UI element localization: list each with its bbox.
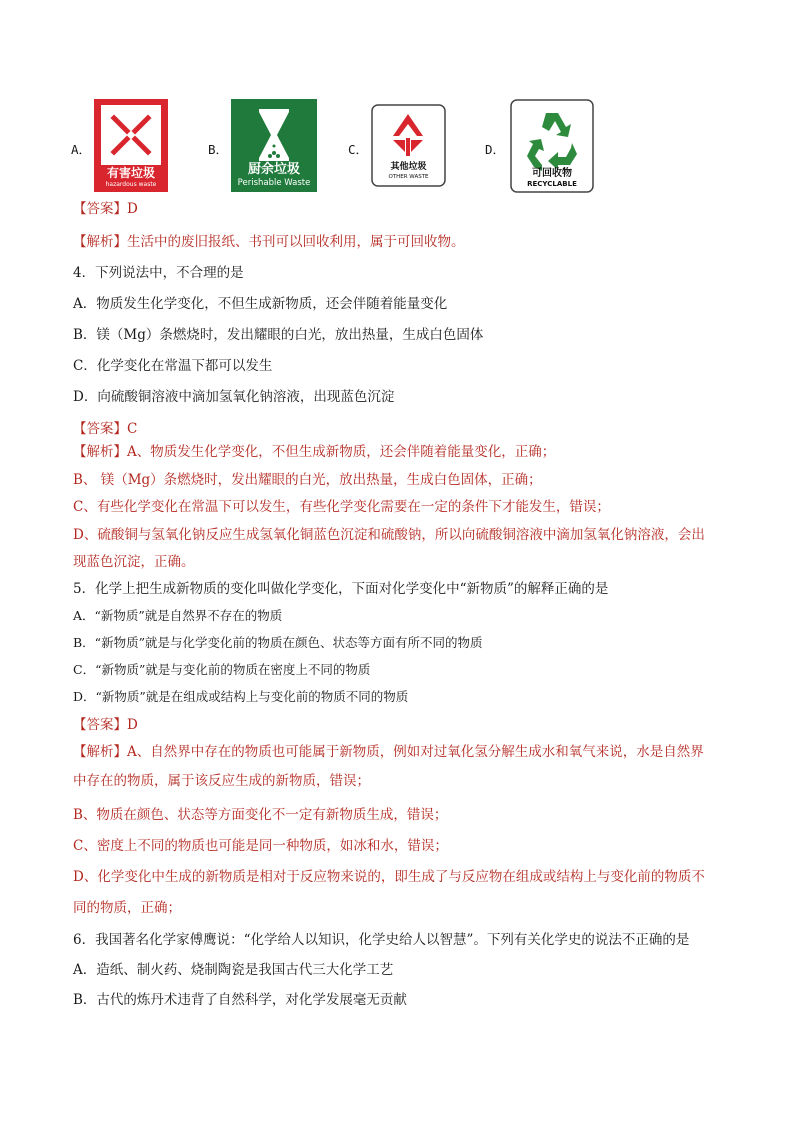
- q3-answer: [73, 200, 138, 218]
- analysis-text: 生活中的废旧报纸、书刊可以回收利用，属于可回收物。: [127, 234, 465, 250]
- q5-analysis-4: D、化学变化中生成的新物质是相对于反应物来说的，即生成了与反应物在组成或结构上与变化前的物质不: [73, 869, 705, 885]
- recyclable-sign: [510, 99, 594, 193]
- answer-value: C: [127, 421, 138, 437]
- q5-option-a: A．“新物质”就是自然界不存在的物质: [73, 608, 283, 623]
- answer-tag: 【答案】: [73, 201, 127, 217]
- recyclable-sign-cn: 可回收物: [532, 168, 572, 179]
- perishable-sign-en: Perishable Waste: [237, 178, 311, 188]
- analysis-tag: 【解析】: [73, 744, 127, 760]
- perishable-sign-cn: 厨余垃圾: [247, 162, 300, 177]
- hazardous-waste-sign: [94, 99, 168, 192]
- other-waste-sign: [371, 104, 446, 187]
- q5-analysis-0: [73, 743, 704, 761]
- q4-option-d: D．向硫酸铜溶液中滴加氢氧化钠溶液，出现蓝色沉淀: [73, 389, 395, 405]
- q4-answer: [73, 420, 137, 438]
- other-sign-en: OTHER WASTE: [388, 174, 429, 180]
- hazardous-sign-en: hazardous waste: [105, 181, 157, 188]
- q4-option-c: C．化学变化在常温下都可以发生: [73, 358, 273, 374]
- q5-analysis-5: 同的物质，正确；: [73, 900, 181, 916]
- answer-tag: 【答案】: [73, 717, 127, 733]
- answer-value: D: [127, 201, 138, 217]
- option-d-letter: D．: [485, 142, 506, 157]
- other-sign-cn: 其他垃圾: [390, 162, 427, 172]
- q6-option-b: B．古代的炼丹术违背了自然科学，对化学发展毫无贡献: [73, 992, 407, 1008]
- answer-value: D: [127, 717, 138, 733]
- q3-analysis: [73, 233, 465, 251]
- analysis-tag: 【解析】: [73, 444, 127, 460]
- q4-analysis-4: 现蓝色沉淀，正确。: [73, 554, 195, 570]
- q4-option-b: B．镁（Mg）条燃烧时，发出耀眼的白光，放出热量，生成白色固体: [73, 327, 484, 343]
- analysis-text: A、自然界中存在的物质也可能属于新物质，例如对过氧化氢分解生成水和氧气来说，水是自然界: [127, 744, 704, 760]
- analysis-tag: 【解析】: [73, 234, 127, 250]
- q5-answer: [73, 716, 138, 734]
- q4-analysis-3: D、硫酸铜与氢氧化钠反应生成氢氧化铜蓝色沉淀和硫酸钠，所以向硫酸铜溶液中滴加氢氧化钠溶液，会出: [73, 527, 705, 543]
- q4-analysis-1: B、 镁（Mg）条燃烧时，发出耀眼的白光，放出热量，生成白色固体，正确；: [73, 472, 542, 488]
- q6-option-a: A．造纸、制火药、烧制陶瓷是我国古代三大化学工艺: [73, 962, 394, 978]
- q5-option-d: D．“新物质”就是在组成或结构上与变化前的物质不同的物质: [73, 689, 409, 704]
- q4-stem: 4．下列说法中，不合理的是: [73, 265, 244, 281]
- q5-analysis-1: 中存在的物质，属于该反应生成的新物质，错误；: [73, 773, 370, 789]
- answer-tag: 【答案】: [73, 421, 127, 437]
- q5-stem: 5．化学上把生成新物质的变化叫做化学变化，下面对化学变化中“新物质”的解释正确的是: [73, 581, 609, 597]
- q4-analysis-2: C、有些化学变化在常温下可以发生，有些化学变化需要在一定的条件下才能发生，错误；: [73, 499, 610, 515]
- hazardous-sign-cn: 有害垃圾: [106, 166, 155, 180]
- perishable-waste-sign: [231, 99, 317, 192]
- q4-option-a: A．物质发生化学变化，不但生成新物质，还会伴随着能量变化: [73, 296, 448, 312]
- recyclable-sign-en: RECYCLABLE: [527, 180, 577, 188]
- q5-option-b: B．“新物质”就是与化学变化前的物质在颜色、状态等方面有所不同的物质: [73, 635, 483, 650]
- option-c-letter: C．: [348, 142, 369, 157]
- q5-analysis-3: C、密度上不同的物质也可能是同一种物质，如冰和水，错误；: [73, 838, 448, 854]
- q6-stem: 6．我国著名化学家傅鹰说：“化学给人以知识，化学史给人以智慧”。下列有关化学史的说法不正确的是: [73, 932, 690, 948]
- option-a-letter: A．: [71, 142, 92, 157]
- q5-analysis-2: B、物质在颜色、状态等方面变化不一定有新物质生成，错误；: [73, 807, 448, 823]
- q4-analysis-0: [73, 443, 555, 461]
- analysis-text: A、物质发生化学变化，不但生成新物质，还会伴随着能量变化，正确；: [127, 444, 556, 460]
- q5-option-c: C．“新物质”就是与变化前的物质在密度上不同的物质: [73, 662, 371, 677]
- option-b-letter: B．: [208, 142, 229, 157]
